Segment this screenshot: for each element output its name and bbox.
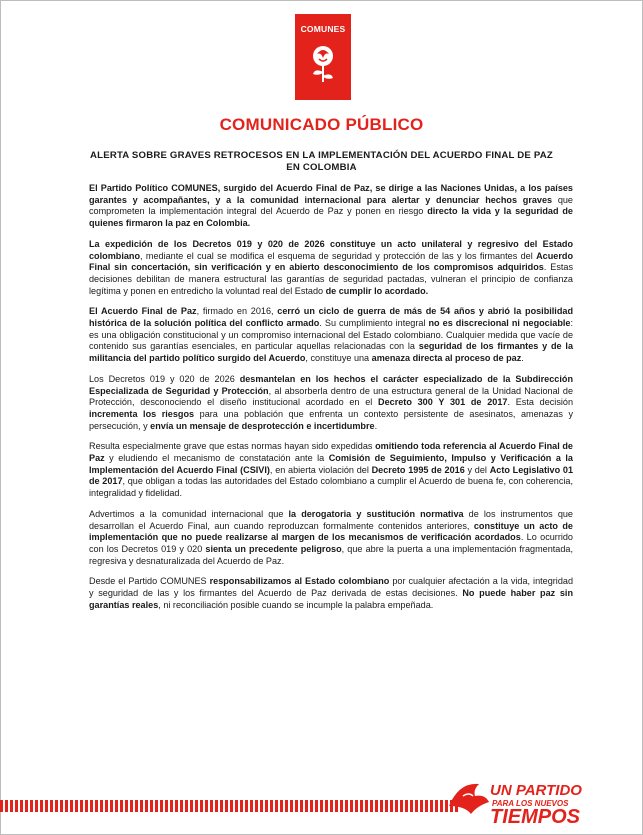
body-paragraph bbox=[89, 374, 573, 433]
bold-text-segment: omitiendo toda referencia al Acuerdo Final de Paz bbox=[89, 441, 573, 464]
rose-icon bbox=[305, 42, 341, 86]
text-segment: por cualquier afectación a la vida, integridad y seguridad de las y los firmantes del Acuerdo de Paz derivada de estas decisiones. bbox=[89, 576, 573, 599]
text-segment: Desde el Partido COMUNES bbox=[89, 576, 210, 587]
document-title: COMUNICADO PÚBLICO bbox=[219, 115, 424, 134]
text-segment: . Esta decisión bbox=[507, 397, 573, 408]
bold-text-segment: envía un mensaje de desprotección e incertidumbre bbox=[150, 420, 375, 431]
bold-text-segment: Decreto 1995 de 2016 bbox=[371, 464, 465, 475]
text-segment: para una población que enfrenta un contexto persistente de asesinatos, amenazas y persecución, y bbox=[89, 408, 574, 431]
body-paragraph bbox=[89, 441, 573, 500]
text-segment: : es una obligación constitucional y un compromiso internacional del Estado colombiano. Cualquier medida que vacíe de contenido sus garantías esenciales, en particular aquellas relacionadas con la bbox=[89, 318, 573, 352]
text-segment: Resulta especialmente grave que estas normas hayan sido expedidas bbox=[89, 441, 376, 452]
text-segment: y eludiendo el mecanismo de constatación ante la bbox=[104, 453, 329, 464]
bold-text-segment: directo la vida y la seguridad de quienes firmaron la paz en Colombia. bbox=[89, 206, 573, 229]
text-segment: , firmado en 2016, bbox=[196, 306, 278, 317]
text-segment: . Lo ocurrido con los Decretos 019 y 020 bbox=[89, 532, 573, 554]
text-segment: . Estas decisiones debilitan de manera estructural las garantías de seguridad pactadas, vulneran el principio de confianza legítima y ponen en entredicho la voluntad real del Estado bbox=[89, 262, 573, 296]
bold-text-segment: no es discrecional ni negociable bbox=[428, 318, 571, 329]
text-segment: . bbox=[374, 420, 378, 431]
footer-stripe bbox=[0, 800, 460, 812]
slogan-line-1: UN PARTIDO bbox=[490, 782, 582, 799]
text-segment: . Su cumplimiento integral bbox=[319, 318, 429, 329]
text-segment: que comprometen la implementación integral del Acuerdo de Paz y ponen en riesgo bbox=[89, 194, 573, 217]
text-segment: , constituye una bbox=[305, 353, 372, 364]
bold-text-segment: seguridad de los firmantes y de la militancia del partido político surgido del Acuerdo bbox=[89, 341, 573, 364]
dove-icon bbox=[445, 776, 491, 820]
party-logo bbox=[295, 14, 351, 100]
bold-text-segment: Comisión de Seguimiento, Impulso y Verificación a la Implementación del Acuerdo Final (CSIVI) bbox=[89, 453, 573, 475]
text-segment: Advertimos a la comunidad internacional que bbox=[89, 508, 289, 519]
body-paragraph bbox=[89, 306, 573, 365]
bold-text-segment: cerró un ciclo de guerra de más de 54 años y abrió la posibilidad histórica de la solución política del conflicto armado bbox=[89, 306, 574, 329]
document-body bbox=[89, 183, 573, 621]
bold-text-segment: desmantelan en los hechos el carácter especializado de la Subdirección Especializada de Seguridad y Protección bbox=[89, 373, 573, 396]
text-segment: Los Decretos 019 y 020 de 2026 bbox=[89, 373, 240, 384]
bold-text-segment: responsabilizamos al Estado colombiano bbox=[209, 576, 390, 587]
bold-text-segment: la derogatoria y sustitución normativa bbox=[288, 508, 464, 519]
body-paragraph bbox=[89, 576, 573, 611]
bold-text-segment: Acto Legislativo 01 de 2017 bbox=[89, 464, 574, 487]
slogan-line-2: PARA LOS NUEVOS bbox=[492, 799, 569, 808]
text-segment: de los instrumentos que desarrollan el Acuerdo Final, aun cuando reproduzcan formalmente contenidos anteriores, bbox=[89, 508, 573, 531]
bold-text-segment: No puede haber paz sin garantías reales bbox=[89, 588, 573, 610]
text-segment: y del bbox=[464, 464, 490, 475]
slogan-line-3: TIEMPOS bbox=[490, 806, 581, 828]
bold-text-segment: constituye un acto de implementación que no puede realizarse al margen de los mecanismos de verificación acordados bbox=[89, 520, 573, 543]
bold-text-segment: incrementa los riesgos bbox=[89, 408, 195, 419]
body-paragraph bbox=[89, 183, 573, 230]
bold-text-segment: amenaza directa al proceso de paz bbox=[371, 353, 522, 364]
logo-wordmark: COMUNES bbox=[300, 24, 346, 34]
text-segment: . bbox=[521, 353, 524, 364]
body-paragraph bbox=[89, 509, 573, 568]
bold-text-segment: La expedición de los Decretos 019 y 020 de 2026 constituye un acto unilateral y regresivo del Estado colombiano bbox=[89, 238, 573, 261]
bold-text-segment: Decreto 300 Y 301 de 2017 bbox=[378, 397, 508, 408]
text-segment: , mediante el cual se modifica el esquema de seguridad y protección de las y los firmantes del bbox=[140, 250, 537, 261]
bold-text-segment: El Partido Político COMUNES, surgido del Acuerdo Final de Paz, se dirige a las Naciones Unidas, a los países garantes y acompañantes, y a la comunidad internacional para alertar y denunciar hechos graves bbox=[89, 183, 573, 205]
document-subtitle: ALERTA SOBRE GRAVES RETROCESOS EN LA IMPLEMENTACIÓN DEL ACUERDO FINAL DE PAZ EN COLOMBIA bbox=[90, 150, 553, 173]
bold-text-segment: de cumplir lo acordado. bbox=[325, 285, 429, 296]
text-segment: , que obligan a todas las autoridades del Estado colombiano a cumplir el Acuerdo de buena fe, con coherencia, integralidad y fidelidad. bbox=[89, 476, 573, 499]
text-segment: , ni reconciliación posible cuando se incumple la palabra empeñada. bbox=[158, 599, 434, 610]
text-segment: , que abre la puerta a una implementación fragmentada, regresiva y desnaturalizada del Acuerdo de Paz. bbox=[89, 543, 573, 566]
bold-text-segment: Acuerdo Final sin concertación, sin verificación y en abierto desconocimiento de los compromisos adquiridos bbox=[89, 250, 573, 273]
bold-text-segment: sienta un precedente peligroso bbox=[205, 543, 342, 554]
text-segment: , al absorberla dentro de una estructura general de la Unidad Nacional de Protección, desconociendo el diseño institucional acordado en el bbox=[89, 385, 573, 408]
text-segment: , en abierta violación del bbox=[269, 464, 372, 475]
body-paragraph bbox=[89, 239, 573, 298]
bold-text-segment: El Acuerdo Final de Paz bbox=[89, 306, 197, 317]
